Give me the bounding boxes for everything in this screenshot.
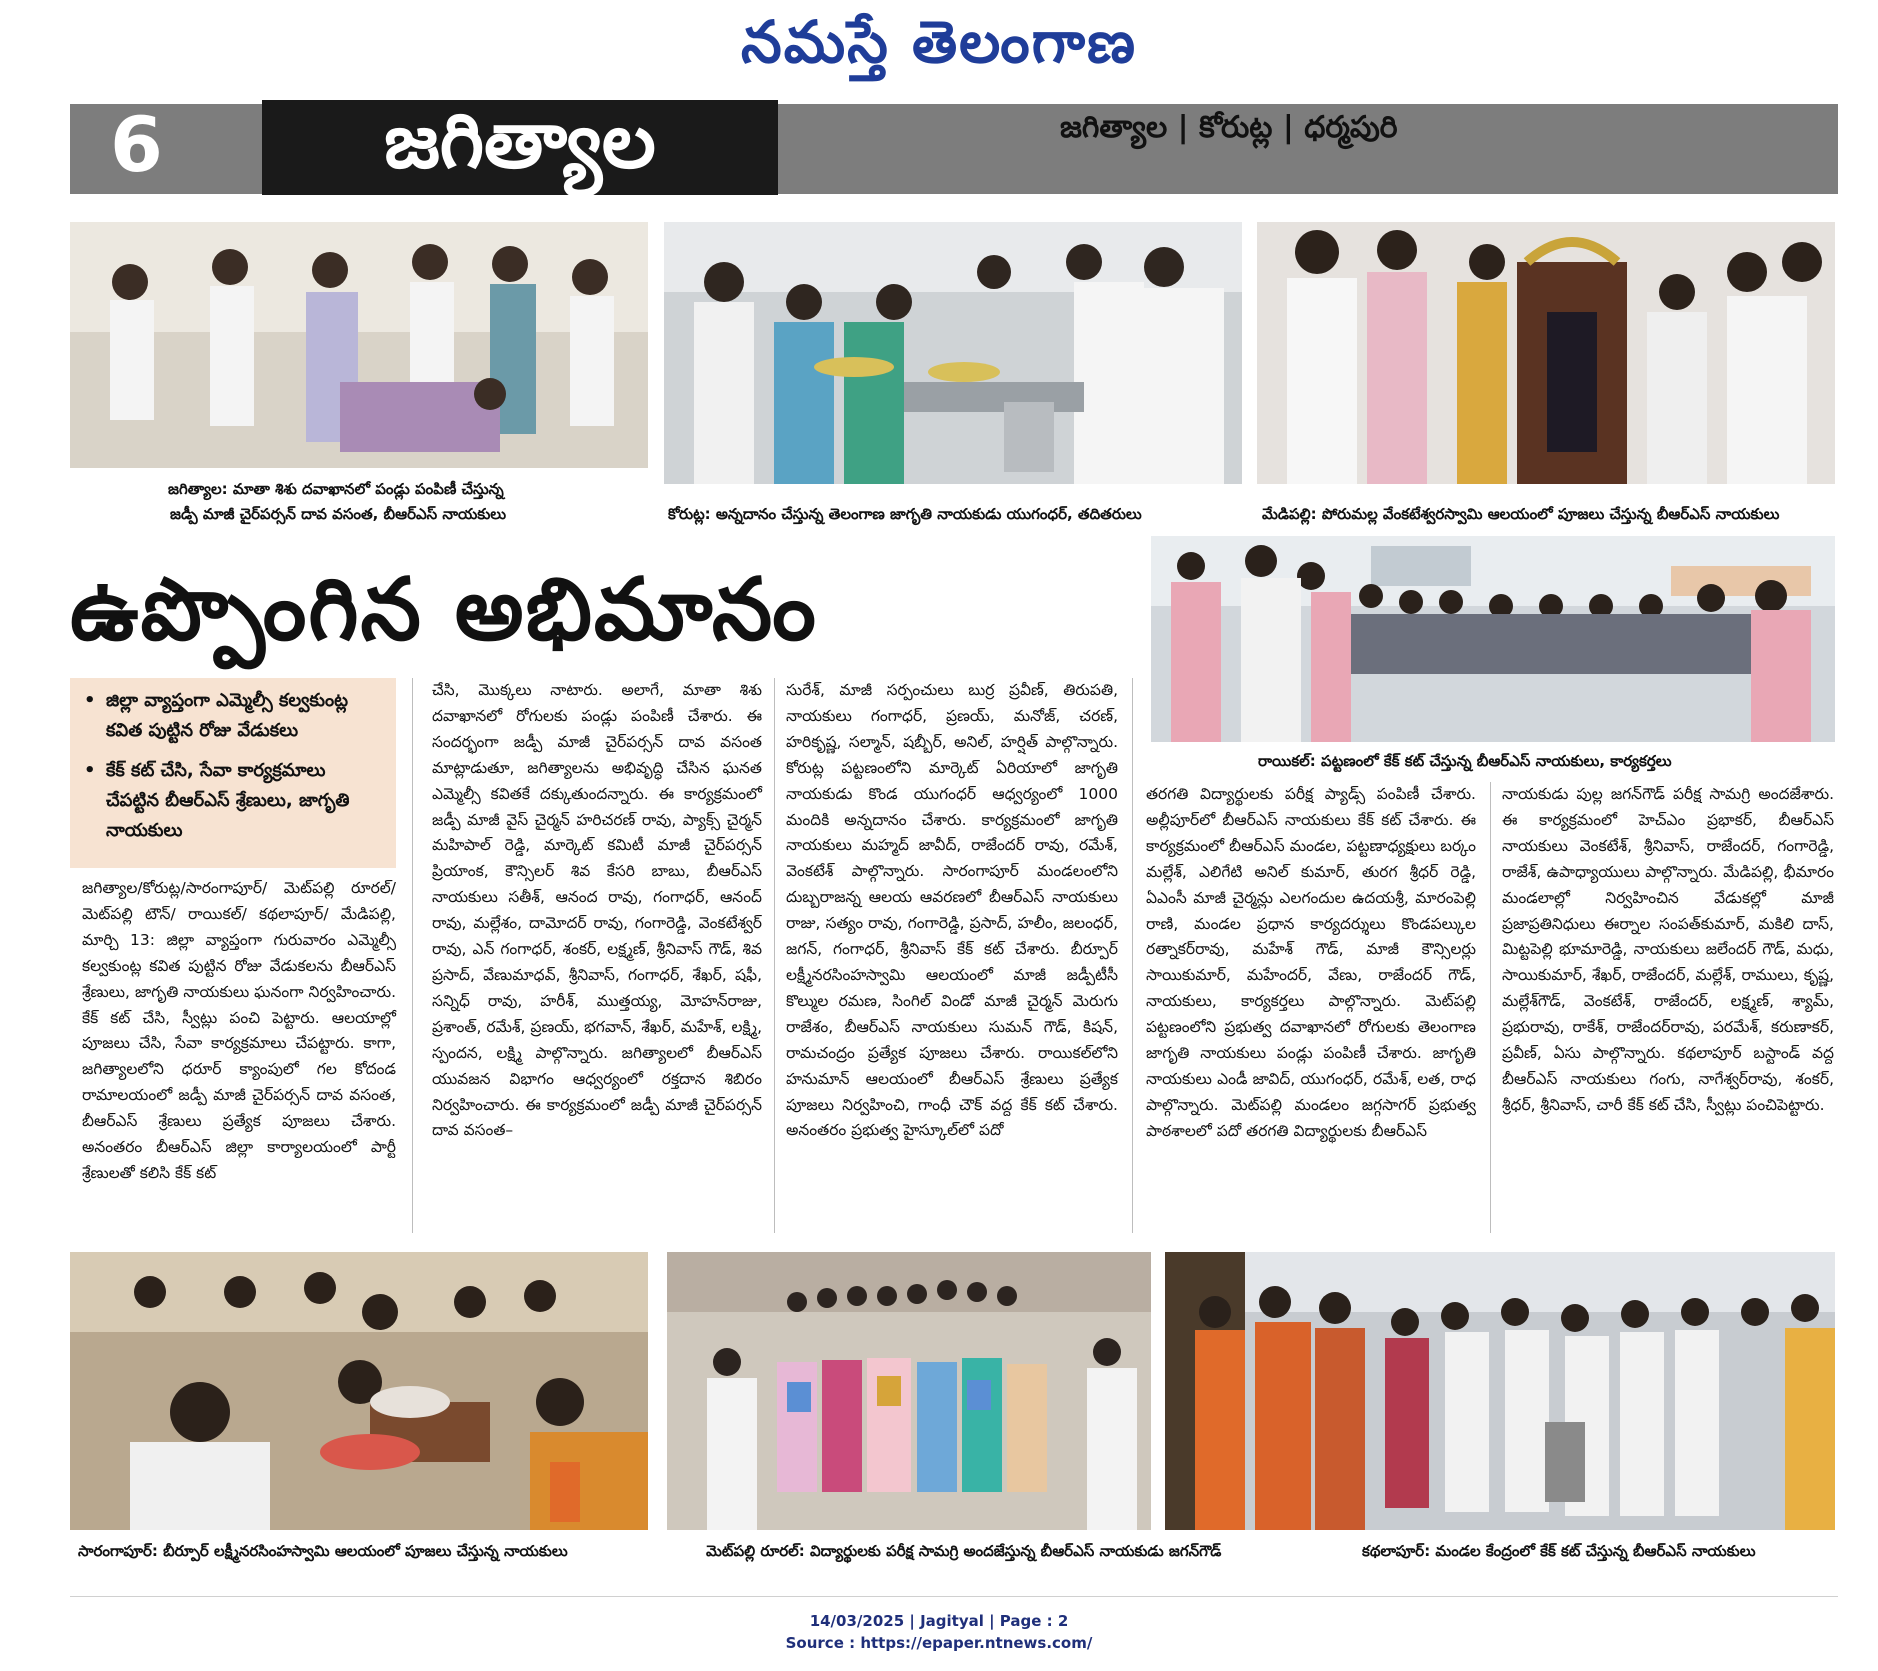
highlight-text: జిల్లా వ్యాప్తంగా ఎమ్మెల్సీ కల్వకుంట్ల కవిత పుట్టిన రోజు వేడుకలు [106, 690, 349, 741]
photo-students-materials [667, 1252, 1151, 1530]
caption-bottom-3: కథలాపూర్: మండల కేంద్రంలో కేక్ కట్ చేస్తున్న బీఆర్ఎస్ నాయకులు [1362, 1542, 1756, 1560]
highlight-text: కేక్ కట్ చేసి, సేవా కార్యక్రమాలు చేపట్టిన బీఆర్ఎస్ శ్రేణులు, జాగృతి నాయకులు [106, 760, 350, 841]
highlight-item [84, 686, 384, 746]
bottom-rule [70, 1596, 1838, 1597]
article-column-5 [1502, 782, 1834, 1119]
column-divider [412, 678, 413, 1233]
article-column-4 [1146, 782, 1476, 1145]
caption-bottom-2: మెట్‌పల్లి రూరల్: విద్యార్థులకు పరీక్ష సామగ్రి అందజేస్తున్న బీఆర్ఎస్ నాయకుడు జగన్‌గౌడ్ [706, 1542, 1222, 1560]
article-column-1 [82, 876, 396, 1187]
caption-top-1-line2: జడ్పీ మాజీ చైర్‌పర్సన్ దావ వసంత, బీఆర్ఎస్ నాయకులు [170, 505, 507, 523]
caption-mid: రాయికల్: పట్టణంలో కేక్ కట్ చేస్తున్న బీఆర్ఎస్ నాయకులు, కార్యకర్తలు [1258, 752, 1672, 770]
photo-bheerpur-temple [70, 1252, 648, 1530]
article-text: జగిత్యాల/కోరుట్ల/సారంగాపూర్/ మెట్‌పల్లి రూరల్/ మెట్‌పల్లి టౌన్/ రాయికల్/ కథలాపూర్/ మేడిపల్లి, మార్చి 13: జిల్లా వ్యాప్తంగా గురువారం ఎమ్మెల్సీ కల్వకుంట్ల కవిత పుట్టిన రోజు వేడుకలను బీఆర్ఎస్ శ్రేణులు, జాగృతి నాయకులు ఘనంగా నిర్వహించారు. కేక్ కట్ చేసి, స్వీట్లు పంచి పెట్టారు. ఆలయాల్లో పూజలు చేసి, సేవా కార్యక్రమాలు చేపట్టారు. కాగా, జగిత్యాలలోని ధరూర్ క్యాంపులో గల కోదండ రామాలయంలో జడ్పీ మాజీ చైర్‌పర్సన్ దావ వసంత, బీఆర్ఎస్ శ్రేణులు ప్రత్యేక పూజలు చేశారు. అనంతరం బీఆర్ఎస్ జిల్లా కార్యాలయంలో పార్టీ శ్రేణులతో కలిసి కేక్ కట్ [82, 879, 396, 1182]
photo-annadanam [664, 222, 1242, 484]
section-title: జగిత్యాల [384, 96, 656, 185]
article-text: సురేశ్, మాజీ సర్పంచులు బుర్ర ప్రవీణ్, తిరుపతి, నాయకులు గంగాధర్, ప్రణయ్, మనోజ్, చరణ్, హరికృష్ణ, సల్మాన్, షబ్బీర్, అనిల్, హర్షిత్ పాల్గొన్నారు. కోరుట్ల పట్టణంలోని మార్కెట్ ఏరియాలో జాగృతి నాయకుడు కొండ యుగంధర్ ఆధ్వర్యంలో 1000 మందికి అన్నదానం చేశారు. కార్యక్రమంలో జాగృతి నాయకులు మహ్మద్ జావీద్, రాజేందర్ రావు, రమేశ్, వెంకటేశ్ పాల్గొన్నారు. సారంగాపూర్ మండలంలోని దుబ్బరాజన్న ఆలయ ఆవరణలో బీఆర్ఎస్ నాయకులు రాజు, సత్యం రావు, గంగారెడ్డి, ప్రసాద్, హలీం, జలంధర్, జగన్, గంగాధర్, శ్రీనివాస్ కేక్ కట్ చేశారు. బీర్పూర్ లక్ష్మీనరసింహస్వామి ఆలయంలో మాజీ జడ్పీటీసీ కొల్ముల రమణ, సింగిల్ విండో మాజీ చైర్మన్ మెరుగు రాజేశం, బీఆర్ఎస్ నాయకులు సుమన్ గౌడ్, కిషన్, రామచంద్రం ప్రత్యేక పూజలు చేశారు. రాయికల్‌లోని హనుమాన్ ఆలయంలో బీఆర్ఎస్ శ్రేణులు ప్రత్యేక పూజలు నిర్వహించి, గాంధీ చౌక్ వద్ద కేక్ కట్ చేశారు. అనంతరం ప్రభుత్వ హైస్కూల్‌లో పదో [786, 681, 1118, 1140]
subsection-list: జగిత్యాల | కోరుట్ల | ధర్మపురి [1060, 110, 1398, 145]
column-divider [774, 678, 775, 1233]
article-column-3 [786, 678, 1118, 1144]
masthead-title: నమస్తే తెలంగాణ [741, 8, 1137, 76]
article-text: తరగతి విద్యార్థులకు పరీక్ష ప్యాడ్స్ పంపిణీ చేశారు. అల్లీపూర్‌లో బీఆర్ఎస్ నాయకులు కేక్ కట్ చేశారు. ఈ కార్యక్రమంలో బీఆర్ఎస్ మండల, పట్టణాధ్యక్షులు బర్కం మల్లేశ్, ఎలిగేటి అనిల్ కుమార్, తురగ శ్రీధర్ రెడ్డి, ఏఎంసీ మాజీ చైర్మన్లు ఎలగందుల ఉదయశ్రీ, మారంపెల్లి రాణి, మండల ప్రధాన కార్యదర్శులు కొండపల్కుల రత్నాకర్‌రావు, మహేశ్ గౌడ్, మాజీ కౌన్సిలర్లు సాయికుమార్, మహేందర్, వేణు, రాజేందర్ గౌడ్, నాయకులు, కార్యకర్తలు పాల్గొన్నారు. మెట్‌పల్లి పట్టణంలోని ప్రభుత్వ దవాఖానలో రోగులకు తెలంగాణ జాగృతి నాయకులు పండ్లు పంపిణీ చేశారు. జాగృతి నాయకులు ఎండీ జావిద్, యుగంధర్, రమేశ్, లత, రాధ పాల్గొన్నారు. మెట్‌పల్లి మండలం జగ్గసాగర్ ప్రభుత్వ పాఠశాలలో పదో తరగతి విద్యార్థులకు బీఆర్ఎస్ [1146, 785, 1476, 1140]
caption-top-1-line1: జగిత్యాల: మాతా శిశు దవాఖానలో పండ్లు పంపిణీ చేస్తున్న [168, 480, 504, 498]
footer-date-line: 14/03/2025 | Jagityal | Page : 2 [809, 1612, 1069, 1630]
caption-bottom-1: సారంగాపూర్: బీర్పూర్ లక్ష్మీనరసింహస్వామి ఆలయంలో పూజలు చేస్తున్న నాయకులు [78, 1542, 568, 1560]
caption-top-2: కోరుట్ల: అన్నదానం చేస్తున్న తెలంగాణ జాగృతి నాయకుడు యుగంధర్, తదితరులు [668, 505, 1142, 523]
photo-temple-pooja [1257, 222, 1835, 484]
photo-fruit-distribution [70, 222, 648, 468]
highlights-box [70, 678, 396, 868]
article-text: చేసి, మొక్కలు నాటారు. అలాగే, మాతా శిశు దవాఖానలో రోగులకు పండ్లు పంపిణీ చేశారు. ఈ సందర్భంగా జడ్పీ మాజీ చైర్‌పర్సన్ దావ వసంత మాట్లాడుతూ, జగిత్యాలను అభివృద్ధి చేసిన ఘనత ఎమ్మెల్సీ కవితకే దక్కుతుందన్నారు. ఈ కార్యక్రమంలో జడ్పీ మాజీ వైస్ చైర్మన్ హరిచరణ్ రావు, ప్యాక్స్ చైర్మన్ మహిపాల్ రెడ్డి, మార్కెట్ కమిటీ మాజీ చైర్‌పర్సన్ ప్రియాంక, కౌన్సిలర్ శివ కేసరి బాబు, బీఆర్ఎస్ నాయకులు సతీశ్, ఆనంద రావు, గంగాధర్, ఆనంద్ రావు, మల్లేశం, దామోదర్ రావు, గంగారెడ్డి, వెంకటేశ్వర్ రావు, ఎన్ గంగాధర్, శంకర్, లక్ష్మణ్, శ్రీనివాస్ గౌడ్, శివ ప్రసాద్, వేణుమాధవ్, శ్రీనివాస్, గంగాధర్, శేఖర్, షఫీ, సన్నిధ్ రావు, హరీశ్, ముత్తయ్య, మోహన్‌రాజు, ప్రశాంత్, రమేశ్, ప్రణయ్, భగవాన్, శేఖర్, మహేశ్, లక్ష్మి, స్పందన, లక్ష్మి పాల్గొన్నారు. జగిత్యాలలో బీఆర్ఎస్ యువజన విభాగం ఆధ్వర్యంలో రక్తదాన శిబిరం నిర్వహించారు. ఈ కార్యక్రమంలో జడ్పీ మాజీ చైర్‌పర్సన్ దావ వసంత– [432, 681, 762, 1140]
highlight-item [84, 756, 384, 846]
column-divider [1490, 782, 1491, 1233]
footer-source-link[interactable]: Source : https://epaper.ntnews.com/ [785, 1634, 1093, 1652]
bullet-icon: • [84, 760, 96, 781]
photo-kathalapur-cake [1165, 1252, 1835, 1530]
page-number: 6 [110, 100, 163, 189]
bullet-icon: • [84, 690, 96, 711]
photo-cake-cutting-raikal [1151, 536, 1835, 742]
caption-top-3: మేడిపల్లి: పోరుమల్ల వేంకటేశ్వరస్వామి ఆలయంలో పూజలు చేస్తున్న బీఆర్ఎస్ నాయకులు [1262, 505, 1780, 523]
article-text: నాయకుడు పుల్ల జగన్‌గౌడ్ పరీక్ష సామగ్రి అందజేశారు. ఈ కార్యక్రమంలో హెచ్ఎం ప్రభాకర్, బీఆర్ఎస్ నాయకులు వెంకటేశ్, శ్రీనివాస్, రాజేందర్, గంగారెడ్డి, రాజేశ్, ఉపాధ్యాయులు పాల్గొన్నారు. మేడిపల్లి, భీమారం మండలాల్లో నిర్వహించిన వేడుకల్లో మాజీ ప్రజాప్రతినిధులు ఈర్నాల సంపత్‌కుమార్, మకిలి దాస్, మిట్టపెల్లి భూమారెడ్డి, నాయకులు జలేందర్ గౌడ్, మధు, సాయికుమార్, శేఖర్, రాజేందర్, మల్లేశ్, రాములు, కృష్ణ, మల్లేశ్‌గౌడ్, వెంకటేశ్, రాజేందర్, లక్ష్మణ్, శ్యామ్, ప్రభురావు, రాకేశ్, రాజేందర్‌రావు, పరమేశ్, కరుణాకర్, ప్రవీణ్, ఏసు పాల్గొన్నారు. కథలాపూర్ బస్టాండ్ వద్ద బీఆర్ఎస్ నాయకులు గంగు, నాగేశ్వర్‌రావు, శంకర్, శ్రీధర్, శ్రీనివాస్, చారీ కేక్ కట్ చేసి, స్వీట్లు పంచిపెట్టారు. [1502, 785, 1834, 1114]
article-headline: ఉప్పొంగిన అభిమానం [70, 560, 818, 660]
column-divider [1132, 678, 1133, 1233]
article-column-2 [432, 678, 762, 1144]
